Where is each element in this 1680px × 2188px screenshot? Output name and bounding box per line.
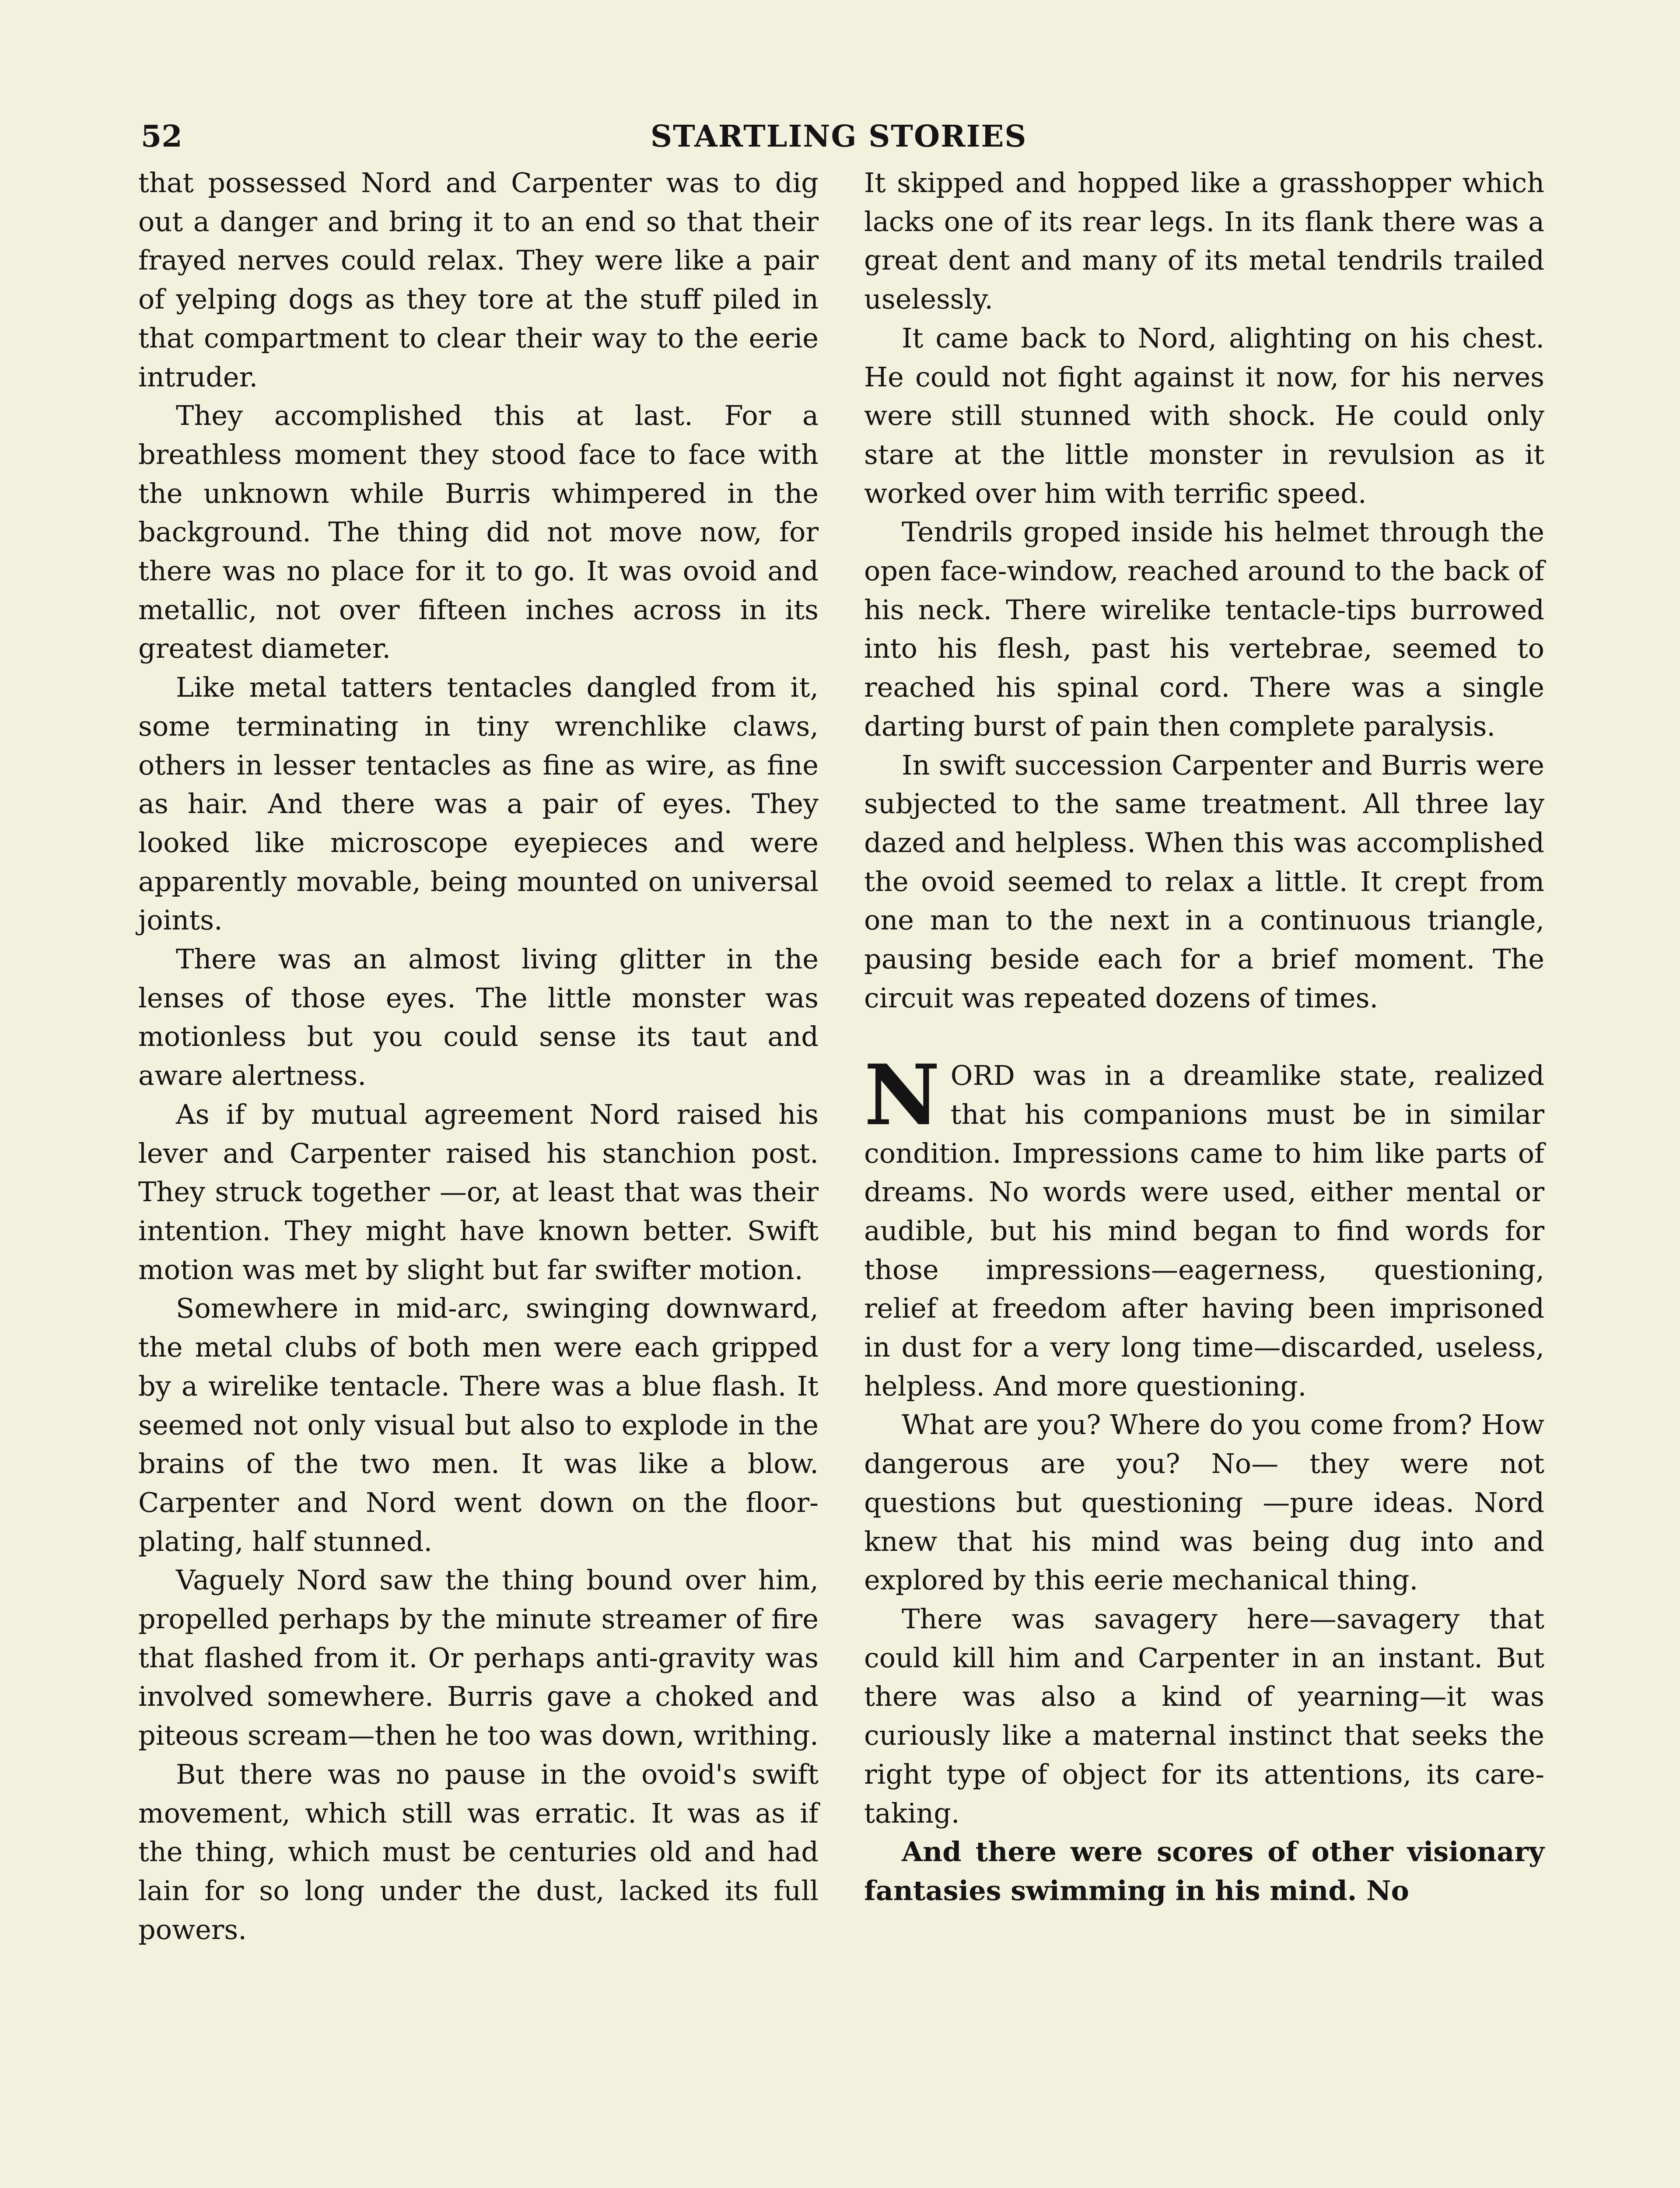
paragraph: It skipped and hopped like a grasshopper which lacks one of its rear legs. In its flank there was a great dent and many of its metal tendrils trailed uselessly. [864, 167, 1544, 316]
paragraph: Like metal tatters tentacles dangled from it, some terminating in tiny wrenchlike claws, others in lesser tentacles as fine as wire, as fine as hair. And there was a pair of eyes. They looked like microscope eyepieces and were apparently movable, being mounted on universal joints. [138, 671, 819, 936]
paragraph: that possessed Nord and Carpenter was to dig out a danger and bring it to an end so that their frayed nerves could relax. They were like a pair of yelping dogs as they tore at the stuff piled in that compartment to clear their way to the eerie intruder. [138, 167, 819, 393]
page-header [141, 115, 1542, 163]
drop-cap: N [864, 1046, 940, 1144]
section-opening-text: ORD was in a dreamlike state, realized that his companions must be in similar condition. Impressions came to him like parts of dreams. No words were used, either mental or audible, but his mind began to find words for those impressions—eagerness, questioning, relief at freedom after having been imprisoned in dust for a very long time—discarded, useless, helpless. And more questioning. [864, 1059, 1544, 1402]
page-number: 52 [141, 119, 182, 154]
paragraph: They accomplished this at last. For a breathless moment they stood face to face with the unknown while Burris whimpered in the background. The thing did not move now, for there was no place for it to go. It was ovoid and metallic, not over fifteen inches across in its greatest diameter. [138, 400, 819, 665]
running-title: STARTLING STORIES [651, 119, 1027, 154]
paragraph: And there were scores of other visionary fantasies swimming in his mind. No [864, 1836, 1544, 1907]
paragraph: But there was no pause in the ovoid's swift movement, which still was erratic. It was as if the thing, which must be centuries old and had lain for so long under the dust, lacked its full powers. [138, 1758, 819, 1946]
paragraph: Somewhere in mid-arc, swinging downward, the metal clubs of both men were each gripped by a wirelike tentacle. There was a blue flash. It seemed not only visual but also to explode in the brains of the two men. It was like a blow. Carpenter and Nord went down on the floor-plating, half stunned. [138, 1292, 819, 1557]
left-column [138, 164, 819, 1949]
paragraph: What are you? Where do you come from? How dangerous are you? No— they were not questions but questioning —pure ideas. Nord knew that his mind was being dug into and explored by this eerie mechanical thing. [864, 1409, 1544, 1596]
paragraph: Tendrils groped inside his helmet through the open face-window, reached around to the back of his neck. There wirelike tentacle-tips burrowed into his flesh, past his vertebrae, seemed to reached his spinal cord. There was a single darting burst of pain then complete paralysis. [864, 516, 1544, 742]
paragraph: As if by mutual agreement Nord raised his lever and Carpenter raised his stanchion post. They struck together —or, at least that was their intention. They might have known better. Swift motion was met by slight but far swifter motion. [138, 1098, 819, 1286]
paragraph: In swift succession Carpenter and Burris were subjected to the same treatment. All three lay dazed and helpless. When this was accomplished the ovoid seemed to relax a little. It crept from one man to the next in a continuous triangle, pausing beside each for a brief moment. The circuit was repeated dozens of times. [864, 749, 1544, 1014]
right-column [864, 164, 1544, 1911]
paragraph: There was an almost living glitter in the lenses of those eyes. The little monster was motionless but you could sense its taut and aware alertness. [138, 943, 819, 1092]
paragraph: There was savagery here—savagery that could kill him and Carpenter in an instant. But there was also a kind of yearning—it was curiously like a maternal instinct that seeks the right type of object for its attentions, its care-taking. [864, 1603, 1544, 1829]
section-opening-paragraph [864, 1046, 1544, 1406]
paragraph: Vaguely Nord saw the thing bound over him, propelled perhaps by the minute streamer of fire that flashed from it. Or perhaps anti-gravity was involved somewhere. Burris gave a choked and piteous scream—then he too was down, writhing. [138, 1564, 819, 1752]
paragraph: It came back to Nord, alighting on his chest. He could not fight against it now, for his nerves were still stunned with shock. He could only stare at the little monster in revulsion as it worked over him with terrific speed. [864, 322, 1544, 509]
